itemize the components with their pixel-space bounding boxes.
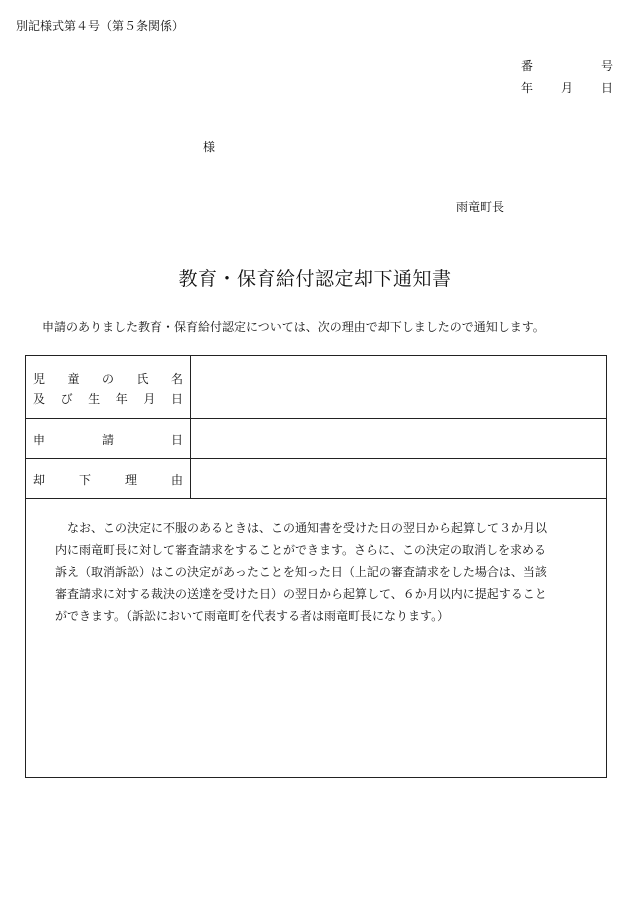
notice-line: ができます。（訴訟において雨竜町を代表する者は雨竜町長になります。）	[55, 609, 450, 623]
form-label: 別記様式第４号（第５条関係）	[16, 19, 185, 33]
label-char: の	[101, 372, 114, 386]
reason-label-line	[33, 471, 183, 488]
application-label-cell	[26, 419, 191, 458]
label-char: 理	[124, 473, 137, 487]
application-label-line	[33, 431, 183, 448]
child-label-line-2	[33, 390, 183, 407]
addressee-suffix: 様	[203, 140, 216, 154]
label-char: 日	[170, 392, 183, 406]
label-char: 申	[33, 433, 46, 447]
label-char: 氏	[136, 372, 149, 386]
number-char: 番	[521, 59, 534, 73]
label-char: 児	[33, 372, 46, 386]
table-row-application-date	[26, 419, 606, 459]
label-char: 生	[88, 392, 101, 406]
label-char: 却	[33, 473, 46, 487]
child-label-cell	[26, 356, 191, 418]
date-char: 日	[600, 81, 613, 95]
number-char: 号	[600, 59, 613, 73]
notice-line: 内に雨竜町長に対して審査請求をすることができます。さらに、この決定の取消しを求める	[55, 543, 547, 557]
notice-line: なお、この決定に不服のあるときは、この通知書を受けた日の翌日から起算して３か月以	[67, 521, 548, 535]
table-row-reason	[26, 459, 606, 499]
label-char: 童	[67, 372, 80, 386]
notice-line: 審査請求に対する裁決の送達を受けた日）の翌日から起算して、６か月以内に提起すること	[55, 587, 547, 601]
date-char: 年	[521, 81, 534, 95]
reason-label-cell	[26, 459, 191, 498]
label-char: 日	[170, 433, 183, 447]
label-char: び	[60, 392, 73, 406]
label-char: 月	[143, 392, 156, 406]
table-row-child	[26, 356, 606, 419]
reason-value-cell[interactable]	[191, 459, 606, 498]
child-label-line-1	[33, 370, 183, 387]
notice-table	[25, 355, 607, 778]
intro-text: 申請のありました教育・保育給付認定については、次の理由で却下しましたので通知します。	[42, 320, 545, 334]
label-char: 及	[33, 392, 46, 406]
application-value-cell[interactable]	[191, 419, 606, 458]
date-char: 月	[560, 81, 573, 95]
child-value-cell[interactable]	[191, 356, 606, 418]
label-char: 年	[115, 392, 128, 406]
document-title: 教育・保育給付認定却下通知書	[178, 268, 452, 290]
label-char: 下	[78, 473, 91, 487]
date-label	[521, 79, 613, 96]
issuer-name: 雨竜町長	[456, 200, 505, 214]
document-number-label	[521, 57, 613, 74]
notice-line: 訴え（取消訴訟）はこの決定があったことを知った日（上記の審査請求をした場合は、当該	[55, 565, 547, 579]
label-char: 請	[101, 433, 114, 447]
label-char: 由	[170, 473, 183, 487]
appeal-notice	[55, 517, 555, 627]
label-char: 名	[170, 372, 183, 386]
